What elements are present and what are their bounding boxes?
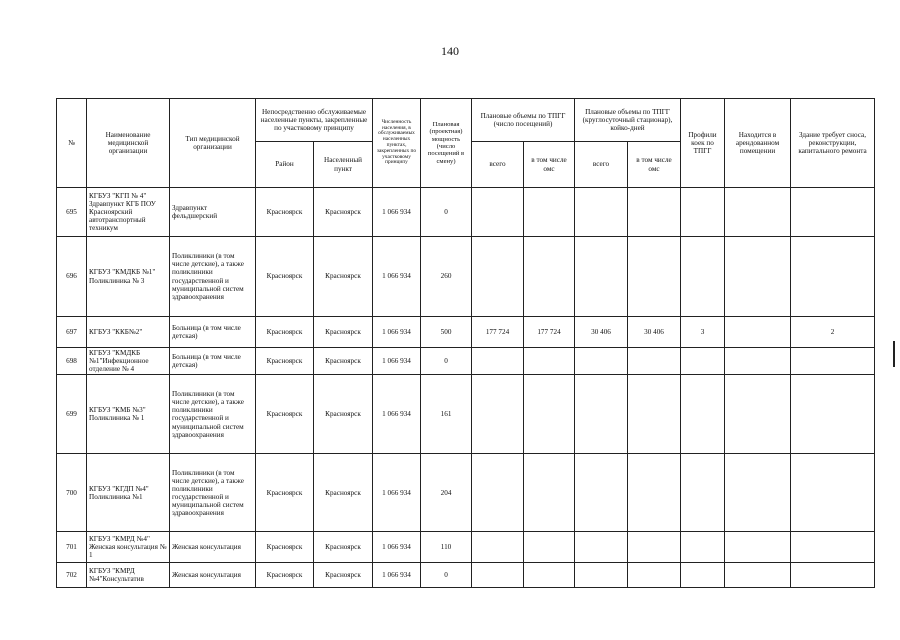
margin-mark: [893, 341, 895, 367]
facilities-table: [56, 98, 875, 588]
cell-beds-oms: [628, 188, 681, 237]
cell-settlement: Красноярск: [314, 532, 373, 563]
cell-district: Красноярск: [256, 188, 314, 237]
cell-name: КГБУЗ "КМДКБ №1"Инфекционное отделение № 4: [87, 348, 170, 375]
cell-visits-total: [472, 532, 524, 563]
header-no: №: [57, 99, 87, 188]
cell-name: КГБУЗ "КМБ №3" Поликлиника № 1: [87, 375, 170, 454]
cell-settlement: Красноярск: [314, 237, 373, 317]
cell-beds-total: [575, 237, 628, 317]
cell-capacity: 0: [421, 563, 472, 588]
cell-population: 1 066 934: [373, 188, 421, 237]
cell-profiles: [681, 454, 725, 532]
table-row: [57, 454, 875, 532]
cell-visits-oms: 177 724: [524, 317, 575, 348]
cell-rented: [725, 454, 791, 532]
cell-capacity: 204: [421, 454, 472, 532]
cell-beds-oms: 30 406: [628, 317, 681, 348]
cell-beds-total: [575, 563, 628, 588]
cell-visits-oms: [524, 563, 575, 588]
cell-settlement: Красноярск: [314, 317, 373, 348]
cell-profiles: [681, 348, 725, 375]
cell-renovation: [791, 237, 875, 317]
header-rented: Находится в арендованном помещении: [725, 99, 791, 188]
cell-beds-oms: [628, 375, 681, 454]
cell-visits-oms: [524, 532, 575, 563]
cell-name: КГБУЗ "КГП № 4" Здравпункт КГБ ПОУ Красноярский автотранспортный техникум: [87, 188, 170, 237]
cell-visits-total: 177 724: [472, 317, 524, 348]
cell-population: 1 066 934: [373, 348, 421, 375]
cell-visits-total: [472, 348, 524, 375]
cell-population: 1 066 934: [373, 375, 421, 454]
cell-beds-oms: [628, 454, 681, 532]
cell-beds-total: [575, 375, 628, 454]
cell-type: Женская консультация: [170, 563, 256, 588]
cell-visits-total: [472, 375, 524, 454]
cell-renovation: [791, 454, 875, 532]
cell-no: 696: [57, 237, 87, 317]
header-tpgg-beds: Плановые объемы по ТПГГ (круглосуточный стационар), койко-дней: [575, 99, 681, 142]
table-row: [57, 563, 875, 588]
cell-district: Красноярск: [256, 375, 314, 454]
cell-profiles: [681, 563, 725, 588]
cell-renovation: [791, 375, 875, 454]
cell-district: Красноярск: [256, 563, 314, 588]
cell-visits-total: [472, 563, 524, 588]
cell-settlement: Красноярск: [314, 348, 373, 375]
cell-no: 699: [57, 375, 87, 454]
header-capacity: Плановая (проектная) мощность (число посещений в смену): [421, 99, 472, 188]
header-settlements-group: Непосредственно обслуживаемые населенные пункты, закрепленные по участковому принципу: [256, 99, 373, 142]
cell-profiles: [681, 375, 725, 454]
cell-renovation: [791, 563, 875, 588]
cell-visits-oms: [524, 237, 575, 317]
cell-population: 1 066 934: [373, 454, 421, 532]
header-population: Численность населения, в обслуживаемых населенных пунктах, закрепленных по участковому принципу: [373, 99, 421, 188]
cell-beds-total: [575, 188, 628, 237]
cell-type: Больница (в том числе детская): [170, 348, 256, 375]
cell-district: Красноярск: [256, 532, 314, 563]
header-settlement: Населенный пункт: [314, 142, 373, 188]
table-row: [57, 237, 875, 317]
cell-district: Красноярск: [256, 348, 314, 375]
cell-type: Женская консультация: [170, 532, 256, 563]
cell-beds-total: [575, 348, 628, 375]
cell-no: 697: [57, 317, 87, 348]
header-tpgg-visits: Плановые объемы по ТПГГ (число посещений): [472, 99, 575, 142]
table-body: [57, 188, 875, 588]
cell-beds-oms: [628, 563, 681, 588]
cell-settlement: Красноярск: [314, 375, 373, 454]
cell-visits-total: [472, 237, 524, 317]
header-visits-total: всего: [472, 142, 524, 188]
cell-name: КГБУЗ "КГДП №4" Поликлиника №1: [87, 454, 170, 532]
cell-renovation: [791, 188, 875, 237]
cell-beds-oms: [628, 348, 681, 375]
cell-population: 1 066 934: [373, 563, 421, 588]
cell-population: 1 066 934: [373, 317, 421, 348]
header-name: Наименование медицинской организации: [87, 99, 170, 188]
cell-no: 700: [57, 454, 87, 532]
cell-rented: [725, 563, 791, 588]
cell-no: 698: [57, 348, 87, 375]
cell-visits-oms: [524, 188, 575, 237]
cell-settlement: Красноярск: [314, 563, 373, 588]
cell-renovation: 2: [791, 317, 875, 348]
cell-settlement: Красноярск: [314, 188, 373, 237]
header-type: Тип медицинской организации: [170, 99, 256, 188]
cell-rented: [725, 317, 791, 348]
table-row: [57, 317, 875, 348]
cell-population: 1 066 934: [373, 237, 421, 317]
cell-capacity: 110: [421, 532, 472, 563]
facilities-table-wrapper: [56, 98, 874, 588]
header-beds-total: всего: [575, 142, 628, 188]
cell-type: Поликлиники (в том числе детские), а также поликлиники государственной и муниципальной систем здравоохранения: [170, 237, 256, 317]
cell-district: Красноярск: [256, 317, 314, 348]
cell-settlement: Красноярск: [314, 454, 373, 532]
cell-beds-total: [575, 532, 628, 563]
cell-capacity: 0: [421, 348, 472, 375]
cell-rented: [725, 348, 791, 375]
cell-visits-total: [472, 454, 524, 532]
cell-name: КГБУЗ "КМДКБ №1" Поликлиника № 3: [87, 237, 170, 317]
cell-type: Поликлиники (в том числе детские), а также поликлиники государственной и муниципальной систем здравоохранения: [170, 454, 256, 532]
header-bed-profiles: Профили коек по ТПГГ: [681, 99, 725, 188]
cell-district: Красноярск: [256, 454, 314, 532]
cell-profiles: 3: [681, 317, 725, 348]
header-beds-oms: в том числе омс: [628, 142, 681, 188]
cell-no: 701: [57, 532, 87, 563]
cell-type: Здравпункт фельдшерский: [170, 188, 256, 237]
cell-visits-oms: [524, 348, 575, 375]
cell-beds-total: 30 406: [575, 317, 628, 348]
cell-beds-oms: [628, 532, 681, 563]
table-row: [57, 188, 875, 237]
cell-district: Красноярск: [256, 237, 314, 317]
cell-no: 702: [57, 563, 87, 588]
cell-type: Больница (в том числе детская): [170, 317, 256, 348]
cell-name: КГБУЗ "ККБ№2": [87, 317, 170, 348]
cell-population: 1 066 934: [373, 532, 421, 563]
cell-visits-oms: [524, 454, 575, 532]
table-row: [57, 375, 875, 454]
header-renovation: Здание требует сноса, реконструкции, капитального ремонта: [791, 99, 875, 188]
cell-capacity: 260: [421, 237, 472, 317]
cell-visits-total: [472, 188, 524, 237]
cell-rented: [725, 237, 791, 317]
cell-profiles: [681, 532, 725, 563]
table-header: [57, 99, 875, 188]
cell-rented: [725, 532, 791, 563]
cell-visits-oms: [524, 375, 575, 454]
header-visits-oms: в том числе омс: [524, 142, 575, 188]
page-number: 140: [441, 44, 459, 58]
header-district: Район: [256, 142, 314, 188]
cell-rented: [725, 188, 791, 237]
cell-renovation: [791, 348, 875, 375]
cell-no: 695: [57, 188, 87, 237]
cell-beds-oms: [628, 237, 681, 317]
cell-type: Поликлиники (в том числе детские), а также поликлиники государственной и муниципальной систем здравоохранения: [170, 375, 256, 454]
cell-renovation: [791, 532, 875, 563]
cell-capacity: 0: [421, 188, 472, 237]
cell-profiles: [681, 188, 725, 237]
cell-beds-total: [575, 454, 628, 532]
cell-capacity: 500: [421, 317, 472, 348]
cell-name: КГБУЗ "КМРД №4"Консультатив: [87, 563, 170, 588]
cell-name: КГБУЗ "КМРД №4" Женская консультация № 1: [87, 532, 170, 563]
cell-rented: [725, 375, 791, 454]
table-row: [57, 532, 875, 563]
cell-capacity: 161: [421, 375, 472, 454]
cell-profiles: [681, 237, 725, 317]
table-row: [57, 348, 875, 375]
